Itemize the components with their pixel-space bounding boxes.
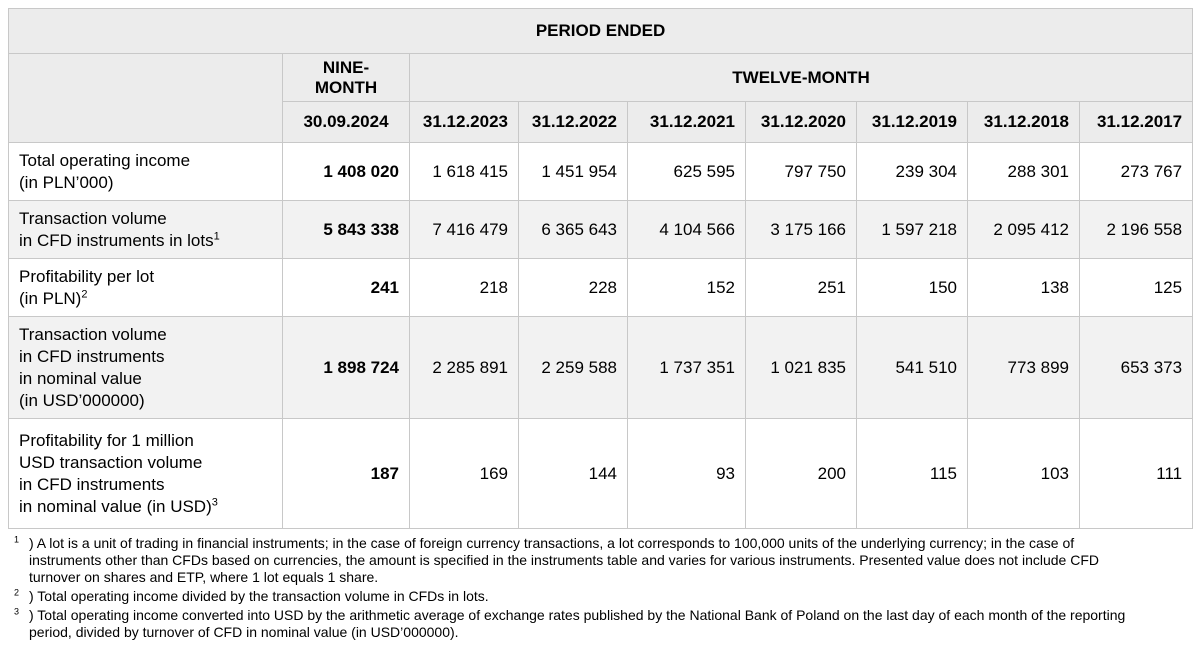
value-cell: 5 843 338 (283, 201, 410, 259)
value-cell: 103 (968, 419, 1080, 529)
value-cell: 152 (628, 259, 746, 317)
value-cell: 150 (857, 259, 968, 317)
table-row (9, 259, 1193, 317)
value-cell: 115 (857, 419, 968, 529)
row-label-line: Transaction volume (19, 208, 167, 228)
value-cell: 2 285 891 (410, 317, 519, 419)
row-label (9, 317, 283, 419)
row-label-line: in CFD instruments (19, 474, 165, 494)
value-cell: 251 (746, 259, 857, 317)
row-label-line: Profitability for 1 million (19, 430, 194, 450)
value-cell: 2 259 588 (519, 317, 628, 419)
value-cell: 3 175 166 (746, 201, 857, 259)
table-row (9, 419, 1193, 529)
value-cell: 1 737 351 (628, 317, 746, 419)
date-header-5: 31.12.2019 (857, 102, 968, 143)
date-header-6: 31.12.2018 (968, 102, 1080, 143)
value-cell: 2 095 412 (968, 201, 1080, 259)
value-cell: 138 (968, 259, 1080, 317)
footnote-ref: 1 (213, 229, 220, 242)
footnote-ref: 3 (211, 495, 218, 508)
value-cell: 1 618 415 (410, 143, 519, 201)
date-header-4: 31.12.2020 (746, 102, 857, 143)
date-header-1: 31.12.2023 (410, 102, 519, 143)
value-cell: 6 365 643 (519, 201, 628, 259)
value-cell: 797 750 (746, 143, 857, 201)
twelve-month-header: TWELVE-MONTH (410, 54, 1193, 102)
row-label (9, 419, 283, 529)
row-label-line: Transaction volume (19, 324, 167, 344)
value-cell: 773 899 (968, 317, 1080, 419)
row-label-line: in nominal value (in USD)$^3$ (19, 495, 218, 516)
row-label (9, 259, 283, 317)
period-header-row (9, 9, 1193, 54)
value-cell: 541 510 (857, 317, 968, 419)
value-cell: 7 416 479 (410, 201, 519, 259)
date-header-7: 31.12.2017 (1080, 102, 1193, 143)
nine-month-line2: MONTH (314, 77, 378, 97)
value-cell: 1 451 954 (519, 143, 628, 201)
footnote-ref: 2 (81, 287, 88, 300)
row-label-line: Profitability per lot (19, 266, 155, 286)
value-cell: 241 (283, 259, 410, 317)
row-label-line: in CFD instruments in lots$^1$ (19, 229, 220, 250)
value-cell: 1 597 218 (857, 201, 968, 259)
row-label-line: USD transaction volume (19, 452, 203, 472)
date-header-3: 31.12.2021 (628, 102, 746, 143)
row-label-line: in CFD instruments (19, 346, 165, 366)
value-cell: 625 595 (628, 143, 746, 201)
footnote-mark: 2 (14, 587, 20, 598)
table-row (9, 143, 1193, 201)
row-label-line: (in PLN’000) (19, 172, 114, 192)
value-cell: 1 898 724 (283, 317, 410, 419)
value-cell: 1 408 020 (283, 143, 410, 201)
value-cell: 144 (519, 419, 628, 529)
value-cell: 239 304 (857, 143, 968, 201)
footnote-text: ) Total operating income divided by the transaction volume in CFDs in lots. (29, 588, 489, 604)
empty-header-cell (9, 54, 283, 143)
value-cell: 4 104 566 (628, 201, 746, 259)
row-label-line: Total operating income (19, 150, 191, 170)
row-label-line: (in PLN)$^2$ (19, 287, 88, 308)
value-cell: 288 301 (968, 143, 1080, 201)
value-cell: 228 (519, 259, 628, 317)
value-cell: 200 (746, 419, 857, 529)
value-cell: 273 767 (1080, 143, 1193, 201)
footnote-text: ) A lot is a unit of trading in financial instruments; in the case of foreign currency transactions, a lot corresponds to 100,000 units of the underlying currency; in the case of instruments other than CFDs based on currencies, the amount is specified in the instruments table and varies for various instruments. Presented value does not include CFD turnover on shares and ETP, where 1 lot equals 1 share. (29, 535, 1099, 585)
value-cell: 2 196 558 (1080, 201, 1193, 259)
footnote-mark: 3 (14, 606, 20, 617)
period-ended-header: PERIOD ENDED (9, 9, 1193, 54)
value-cell: 653 373 (1080, 317, 1193, 419)
footnotes (14, 535, 1144, 643)
value-cell: 93 (628, 419, 746, 529)
footnote-text: ) Total operating income converted into USD by the arithmetic average of exchange rates published by the National Bank of Poland on the last day of each month of the reporting period, divided by turnover of CFD in nominal value (in USD’000000). (29, 607, 1126, 640)
value-cell: 187 (283, 419, 410, 529)
table-row (9, 201, 1193, 259)
row-label-line: in nominal value (19, 368, 142, 388)
table-row (9, 317, 1193, 419)
date-header-2: 31.12.2022 (519, 102, 628, 143)
row-label-line: (in USD’000000) (19, 390, 145, 410)
value-cell: 125 (1080, 259, 1193, 317)
footnote (14, 588, 1144, 605)
row-label (9, 143, 283, 201)
value-cell: 1 021 835 (746, 317, 857, 419)
row-label (9, 201, 283, 259)
value-cell: 169 (410, 419, 519, 529)
footnote (14, 535, 1144, 586)
nine-month-line1: NINE- (322, 57, 370, 77)
value-cell: 111 (1080, 419, 1193, 529)
period-type-row (9, 54, 1193, 102)
nine-month-header (283, 54, 410, 102)
footnote-mark: 1 (14, 534, 20, 545)
financial-table (8, 8, 1193, 529)
date-header-0: 30.09.2024 (283, 102, 410, 143)
footnote (14, 607, 1144, 641)
value-cell: 218 (410, 259, 519, 317)
